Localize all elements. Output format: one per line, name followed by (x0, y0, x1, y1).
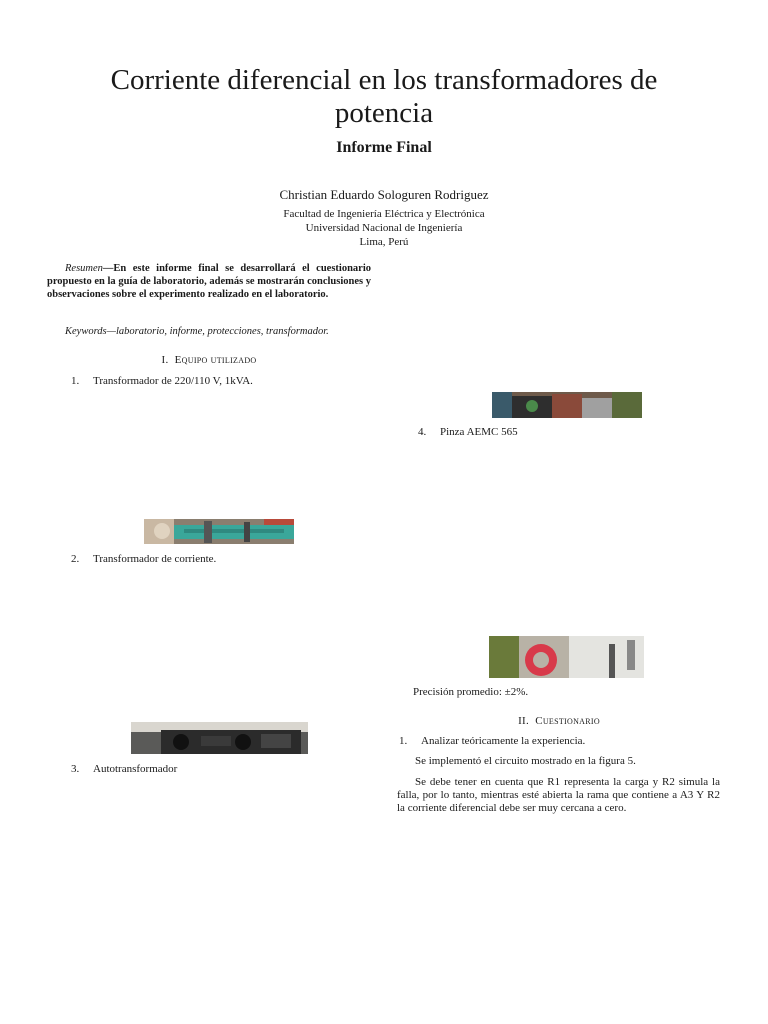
paragraph: Se implementó el circuito mostrado en la figura 5. (415, 755, 636, 767)
list-item (71, 762, 177, 776)
autotransformer-photo (492, 392, 642, 418)
section-heading-questionnaire (397, 715, 721, 727)
keywords-lead: Keywords (65, 326, 107, 337)
abstract-lead: Resumen (65, 263, 103, 274)
list-item-number: 1. (71, 375, 80, 387)
abstract-text: —En este informe final se desarrollará el cuestionario propuesto en la guía de laboratorio, además se mostrarán conclusiones y observaciones sobre el experimento realizado en el laboratorio. (47, 263, 371, 300)
list-item (399, 734, 585, 748)
section-title: Equipo utilizado (174, 354, 257, 366)
list-item-label: Analizar teóricamente la experiencia. (421, 735, 586, 747)
section-title: Cuestionario (535, 715, 600, 727)
list-item-number: 3. (71, 763, 80, 775)
section-number: II. (518, 715, 530, 727)
transformer-photo (144, 519, 294, 544)
list-item-label: Transformador de 220/110 V, 1kVA. (93, 375, 253, 387)
list-item (418, 425, 518, 439)
paper-subtitle: Informe Final (336, 139, 432, 156)
current-transformer-photo (131, 722, 308, 754)
clamp-meter-photo (489, 636, 644, 678)
keywords-text: —laboratorio, informe, protecciones, transformador. (106, 326, 329, 337)
list-item-number: 4. (418, 426, 427, 438)
list-item (71, 374, 253, 388)
affiliation-line: Facultad de Ingeniería Eléctrica y Electrónica (283, 208, 485, 220)
affiliation-line: Universidad Nacional de Ingeniería (305, 222, 463, 234)
list-item-label: Autotransformador (93, 763, 178, 775)
list-item-number: 1. (399, 735, 408, 747)
affiliation-line: Lima, Perú (359, 236, 409, 248)
abstract (47, 262, 371, 301)
list-item-label: Transformador de corriente. (93, 553, 217, 565)
precision-text: Precisión promedio: ±2%. (413, 686, 529, 698)
affiliation-block (0, 207, 768, 249)
list-item (71, 552, 216, 566)
paragraph: Se debe tener en cuenta que R1 representa la carga y R2 simula la falla, por lo tanto, mientras esté abierta la rama que contiene a A3 Y R2 la corriente diferencial debe ser muy cercana a cero. (397, 776, 720, 814)
author-name: Christian Eduardo Sologuren Rodriguez (279, 187, 489, 202)
section-number: I. (161, 354, 169, 366)
list-item-number: 2. (71, 553, 80, 565)
list-item-label: Pinza AEMC 565 (440, 426, 518, 438)
keywords (47, 325, 371, 338)
section-heading-equipment (47, 354, 371, 366)
paper-title: Corriente diferencial en los transformadores de potencia (110, 64, 658, 129)
